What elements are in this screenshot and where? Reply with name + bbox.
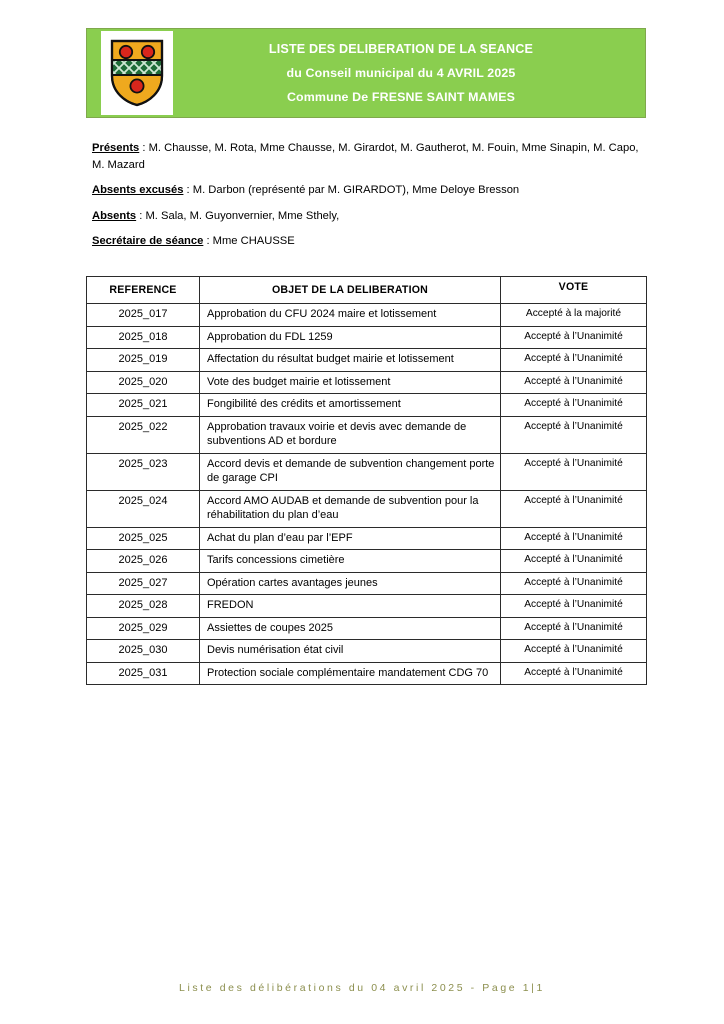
table-row: [87, 349, 647, 372]
cell-objet: Opération cartes avantages jeunes: [200, 572, 501, 595]
cell-vote: Accepté à l’Unanimité: [501, 640, 647, 663]
cell-objet: Fongibilité des crédits et amortissement: [200, 394, 501, 417]
coat-of-arms-crest: [101, 31, 173, 115]
attendance-label: Absents excusés: [92, 184, 184, 196]
cell-vote: Accepté à l’Unanimité: [501, 662, 647, 685]
table-row: [87, 326, 647, 349]
cell-reference: 2025_018: [87, 326, 200, 349]
attendance-label: Secrétaire de séance: [92, 235, 204, 247]
attendance-label: Absents: [92, 209, 137, 222]
cell-vote: Accepté à l’Unanimité: [501, 371, 647, 394]
cell-vote: Accepté à l’Unanimité: [501, 453, 647, 490]
cell-vote: Accepté à l’Unanimité: [501, 595, 647, 618]
attendance-block: [92, 140, 644, 259]
cell-vote: Accepté à la majorité: [501, 304, 647, 327]
cell-objet: Accord devis et demande de subvention changement porte de garage CPI: [200, 453, 501, 490]
cell-vote: Accepté à l’Unanimité: [501, 326, 647, 349]
table-row: [87, 527, 647, 550]
cell-reference: 2025_029: [87, 617, 200, 640]
cell-reference: 2025_027: [87, 572, 200, 595]
cell-reference: 2025_017: [87, 304, 200, 327]
cell-reference: 2025_026: [87, 550, 200, 573]
attendance-value: Mme CHAUSSE: [212, 235, 295, 247]
cell-vote: Accepté à l’Unanimité: [501, 550, 647, 573]
table-body: [87, 304, 647, 685]
cell-reference: 2025_025: [87, 527, 200, 550]
table-header: [87, 277, 647, 304]
cell-reference: 2025_021: [87, 394, 200, 417]
table-row: [87, 453, 647, 490]
page-footer: Liste des délibérations du 04 avril 2025 - Page 1|1: [179, 982, 545, 994]
cell-objet: Accord AMO AUDAB et demande de subvention pour la réhabilitation du plan d’eau: [200, 490, 501, 527]
table-header-row: [87, 277, 647, 304]
cell-objet: Approbation du CFU 2024 maire et lotissement: [200, 304, 501, 327]
cell-objet: Approbation travaux voirie et devis avec demande de subventions AD et bordure: [200, 416, 501, 453]
header-title-line-1: LISTE DES DELIBERATION DE LA SEANCE: [268, 42, 534, 56]
table-row: [87, 617, 647, 640]
cell-objet: Approbation du FDL 1259: [200, 326, 501, 349]
column-header-objet: OBJET DE LA DELIBERATION: [200, 277, 501, 304]
header-banner: [86, 28, 646, 118]
cell-objet: Vote des budget mairie et lotissement: [200, 371, 501, 394]
cell-objet: Tarifs concessions cimetière: [200, 550, 501, 573]
attendance-line: [92, 182, 644, 199]
table-row: [87, 572, 647, 595]
cell-objet: Affectation du résultat budget mairie et lotissement: [200, 349, 501, 372]
deliberations-table: [86, 276, 647, 685]
coat-of-arms-icon: [109, 38, 165, 108]
header-title-line-2: du Conseil municipal du 4 AVRIL 2025: [286, 66, 516, 80]
table-row: [87, 371, 647, 394]
table-row: [87, 550, 647, 573]
attendance-separator: :: [183, 184, 193, 196]
header-title-line-3: Commune De FRESNE SAINT MAMES: [286, 90, 516, 104]
cell-reference: 2025_028: [87, 595, 200, 618]
cell-reference: 2025_019: [87, 349, 200, 372]
attendance-separator: :: [139, 142, 149, 154]
cell-vote: Accepté à l’Unanimité: [501, 349, 647, 372]
cell-reference: 2025_031: [87, 662, 200, 685]
cell-objet: Devis numérisation état civil: [200, 640, 501, 663]
cell-vote: Accepté à l’Unanimité: [501, 617, 647, 640]
cell-objet: Protection sociale complémentaire mandatement CDG 70: [200, 662, 501, 685]
attendance-separator: :: [203, 235, 213, 247]
table-row: [87, 595, 647, 618]
cell-vote: Accepté à l’Unanimité: [501, 527, 647, 550]
attendance-label: Présents: [92, 142, 140, 154]
cell-objet: FREDON: [200, 595, 501, 618]
cell-reference: 2025_022: [87, 416, 200, 453]
cell-vote: Accepté à l’Unanimité: [501, 394, 647, 417]
attendance-value: M. Sala, M. Guyonvernier, Mme Sthely,: [145, 209, 340, 222]
cell-reference: 2025_020: [87, 371, 200, 394]
cell-objet: Assiettes de coupes 2025: [200, 617, 501, 640]
cell-vote: Accepté à l’Unanimité: [501, 572, 647, 595]
cell-vote: Accepté à l’Unanimité: [501, 416, 647, 453]
cell-objet: Achat du plan d’eau par l’EPF: [200, 527, 501, 550]
attendance-line: [92, 233, 644, 250]
cell-reference: 2025_030: [87, 640, 200, 663]
column-header-vote: VOTE: [501, 277, 647, 304]
cell-reference: 2025_023: [87, 453, 200, 490]
cell-vote: Accepté à l’Unanimité: [501, 490, 647, 527]
table-row: [87, 490, 647, 527]
table-row: [87, 304, 647, 327]
column-header-reference: REFERENCE: [87, 277, 200, 304]
attendance-line: [92, 208, 644, 225]
attendance-line: [92, 140, 644, 173]
header-title-group: [173, 37, 645, 109]
table-row: [87, 394, 647, 417]
table-row: [87, 640, 647, 663]
table-row: [87, 416, 647, 453]
attendance-value: M. Chausse, M. Rota, Mme Chausse, M. Girardot, M. Gautherot, M. Fouin, Mme Sinapin, M. Capo, M. Mazard: [92, 142, 639, 171]
cell-reference: 2025_024: [87, 490, 200, 527]
attendance-value: M. Darbon (représenté par M. GIRARDOT), Mme Deloye Bresson: [192, 184, 520, 196]
table-row: [87, 662, 647, 685]
attendance-separator: :: [136, 209, 146, 222]
